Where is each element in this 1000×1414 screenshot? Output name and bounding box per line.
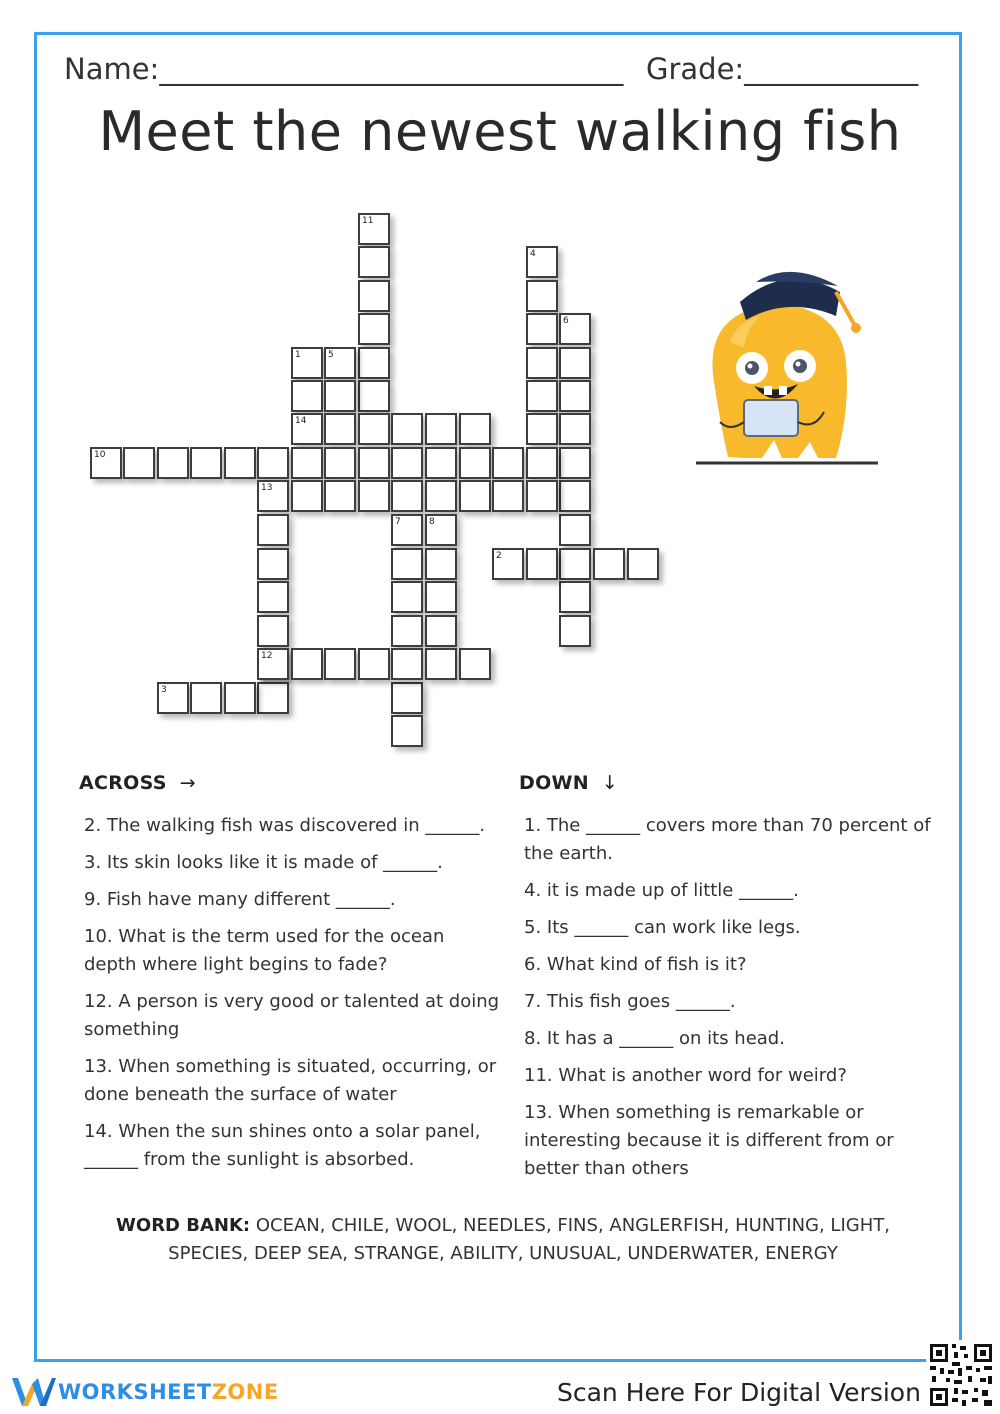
crossword-cell[interactable] xyxy=(526,447,558,479)
down-heading xyxy=(519,772,618,794)
crossword-cell[interactable] xyxy=(627,548,659,580)
clue-number: 12 xyxy=(261,651,273,661)
crossword-cell[interactable] xyxy=(425,615,457,647)
crossword-cell[interactable] xyxy=(324,347,356,379)
crossword-cell[interactable] xyxy=(391,581,423,613)
crossword-cell[interactable] xyxy=(425,581,457,613)
crossword-cell[interactable] xyxy=(391,548,423,580)
crossword-cell[interactable] xyxy=(324,447,356,479)
crossword-cell[interactable] xyxy=(190,447,222,479)
qr-code-icon[interactable] xyxy=(926,1340,996,1410)
brand-name[interactable] xyxy=(58,1380,279,1404)
scan-instruction: Scan Here For Digital Version xyxy=(557,1378,921,1407)
crossword-cell[interactable] xyxy=(257,581,289,613)
clue-number: 1 xyxy=(295,350,301,360)
clue-item: 13. When something is remarkable or interesting because it is different from or better than others xyxy=(524,1102,894,1179)
crossword-cell[interactable] xyxy=(257,514,289,546)
crossword-cell[interactable] xyxy=(459,413,491,445)
crossword-cell[interactable] xyxy=(559,581,591,613)
word-bank xyxy=(80,1212,926,1268)
crossword-cell[interactable] xyxy=(291,347,323,379)
crossword-cell[interactable] xyxy=(425,447,457,479)
crossword-cell[interactable] xyxy=(492,447,524,479)
crossword-cell[interactable] xyxy=(324,413,356,445)
clue-number: 14 xyxy=(295,416,307,426)
crossword-cell[interactable] xyxy=(425,413,457,445)
crossword-cell[interactable] xyxy=(257,648,289,680)
crossword-cell[interactable] xyxy=(526,347,558,379)
word-bank-words: OCEAN, CHILE, WOOL, NEEDLES, FINS, ANGLERFISH, HUNTING, LIGHT, SPECIES, DEEP SEA, STRANGE, ABILITY, UNUSUAL, UNDERWATER, ENERGY xyxy=(168,1215,890,1264)
crossword-cell[interactable] xyxy=(291,380,323,412)
crossword-cell[interactable] xyxy=(391,648,423,680)
crossword-cell[interactable] xyxy=(593,548,625,580)
crossword-cell[interactable] xyxy=(358,480,390,512)
crossword-cell[interactable] xyxy=(358,413,390,445)
mascot-illustration xyxy=(690,262,886,470)
crossword-cell[interactable] xyxy=(358,447,390,479)
crossword-cell[interactable] xyxy=(459,447,491,479)
crossword-cell[interactable] xyxy=(559,447,591,479)
clue-number: 10 xyxy=(94,450,106,460)
crossword-cell[interactable] xyxy=(257,447,289,479)
crossword-cell[interactable] xyxy=(391,480,423,512)
crossword-cell[interactable] xyxy=(526,246,558,278)
clue-number: 6 xyxy=(563,316,569,326)
crossword-cell[interactable] xyxy=(425,648,457,680)
crossword-cell[interactable] xyxy=(559,313,591,345)
crossword-cell[interactable] xyxy=(559,548,591,580)
grade-field[interactable]: Grade:____________ xyxy=(646,52,919,86)
clue-number: 4 xyxy=(530,249,536,259)
crossword-cell[interactable] xyxy=(425,548,457,580)
crossword-cell[interactable] xyxy=(526,413,558,445)
crossword-cell[interactable] xyxy=(291,648,323,680)
crossword-cell[interactable] xyxy=(492,480,524,512)
across-heading xyxy=(79,772,196,794)
crossword-cell[interactable] xyxy=(358,313,390,345)
crossword-cell[interactable] xyxy=(324,480,356,512)
crossword-cell[interactable] xyxy=(391,715,423,747)
clue-number: 5 xyxy=(328,350,334,360)
crossword-cell[interactable] xyxy=(425,514,457,546)
crossword-cell[interactable] xyxy=(224,447,256,479)
crossword-cell[interactable] xyxy=(526,380,558,412)
crossword-cell[interactable] xyxy=(324,380,356,412)
across-label: ACROSS xyxy=(79,772,167,794)
clue-item: 5. Its ______ can work like legs. xyxy=(524,917,801,938)
clue-number: 13 xyxy=(261,483,273,493)
clue-item: 10. What is the term used for the ocean depth where light begins to fade? xyxy=(84,926,445,975)
crossword-cell[interactable] xyxy=(425,480,457,512)
word-bank-label: WORD BANK: xyxy=(116,1215,251,1236)
clue-number: 2 xyxy=(496,551,502,561)
brand-part1: WORKSHEET xyxy=(58,1380,212,1404)
clue-item: 6. What kind of fish is it? xyxy=(524,954,747,975)
crossword-cell[interactable] xyxy=(559,514,591,546)
crossword-cell[interactable] xyxy=(559,413,591,445)
down-label: DOWN xyxy=(519,772,589,794)
crossword-cell[interactable] xyxy=(559,347,591,379)
crossword-cell[interactable] xyxy=(526,480,558,512)
crossword-cell[interactable] xyxy=(492,548,524,580)
crossword-cell[interactable] xyxy=(358,213,390,245)
down-arrow-icon: ↓ xyxy=(601,772,619,794)
brand-part2: ZONE xyxy=(211,1380,279,1404)
crossword-cell[interactable] xyxy=(358,246,390,278)
clue-item: 1. The ______ covers more than 70 percent of the earth. xyxy=(524,815,931,864)
crossword-cell[interactable] xyxy=(291,413,323,445)
clue-item: 3. Its skin looks like it is made of ______. xyxy=(84,852,443,873)
crossword-cell[interactable] xyxy=(291,447,323,479)
crossword-cell[interactable] xyxy=(459,480,491,512)
crossword-cell[interactable] xyxy=(526,313,558,345)
crossword-cell[interactable] xyxy=(358,347,390,379)
crossword-cell[interactable] xyxy=(257,548,289,580)
clue-item: 9. Fish have many different ______. xyxy=(84,889,396,910)
clue-item: 14. When the sun shines onto a solar panel, ______ from the sunlight is absorbed. xyxy=(84,1121,481,1170)
crossword-cell[interactable] xyxy=(358,280,390,312)
worksheetzone-logo-icon xyxy=(10,1374,56,1410)
down-clues xyxy=(524,812,942,1192)
clue-number: 11 xyxy=(362,216,374,226)
clue-item: 7. This fish goes ______. xyxy=(524,991,736,1012)
clue-item: 13. When something is situated, occurring, or done beneath the surface of water xyxy=(84,1056,497,1105)
crossword-cell[interactable] xyxy=(257,615,289,647)
crossword-cell[interactable] xyxy=(559,480,591,512)
crossword-cell[interactable] xyxy=(391,682,423,714)
crossword-cell[interactable] xyxy=(358,648,390,680)
crossword-cell[interactable] xyxy=(358,380,390,412)
crossword-cell[interactable] xyxy=(123,447,155,479)
clue-item: 12. A person is very good or talented at doing something xyxy=(84,991,500,1040)
crossword-cell[interactable] xyxy=(526,280,558,312)
crossword-cell[interactable] xyxy=(324,648,356,680)
crossword-cell[interactable] xyxy=(257,682,289,714)
crossword-cell[interactable] xyxy=(526,548,558,580)
crossword-cell[interactable] xyxy=(459,648,491,680)
crossword-cell[interactable] xyxy=(559,615,591,647)
crossword-cell[interactable] xyxy=(190,682,222,714)
name-field[interactable]: Name:________________________________ xyxy=(64,52,624,86)
across-clues xyxy=(84,812,500,1183)
crossword-cell[interactable] xyxy=(391,514,423,546)
clue-item: 8. It has a ______ on its head. xyxy=(524,1028,785,1049)
clue-item: 11. What is another word for weird? xyxy=(524,1065,847,1086)
clue-number: 3 xyxy=(161,685,167,695)
crossword-cell[interactable] xyxy=(559,380,591,412)
clue-item: 2. The walking fish was discovered in ______. xyxy=(84,815,486,836)
crossword-cell[interactable] xyxy=(157,447,189,479)
crossword-cell[interactable] xyxy=(391,615,423,647)
clue-number: 8 xyxy=(429,517,435,527)
crossword-cell[interactable] xyxy=(224,682,256,714)
crossword-cell[interactable] xyxy=(90,447,122,479)
crossword-cell[interactable] xyxy=(391,413,423,445)
crossword-cell[interactable] xyxy=(391,447,423,479)
page-title: Meet the newest walking fish xyxy=(98,100,902,163)
clue-item: 4. it is made up of little ______. xyxy=(524,880,799,901)
crossword-cell[interactable] xyxy=(291,480,323,512)
crossword-cell[interactable] xyxy=(257,480,289,512)
crossword-cell[interactable] xyxy=(157,682,189,714)
right-arrow-icon: → xyxy=(179,772,196,794)
clue-number: 7 xyxy=(395,517,401,527)
